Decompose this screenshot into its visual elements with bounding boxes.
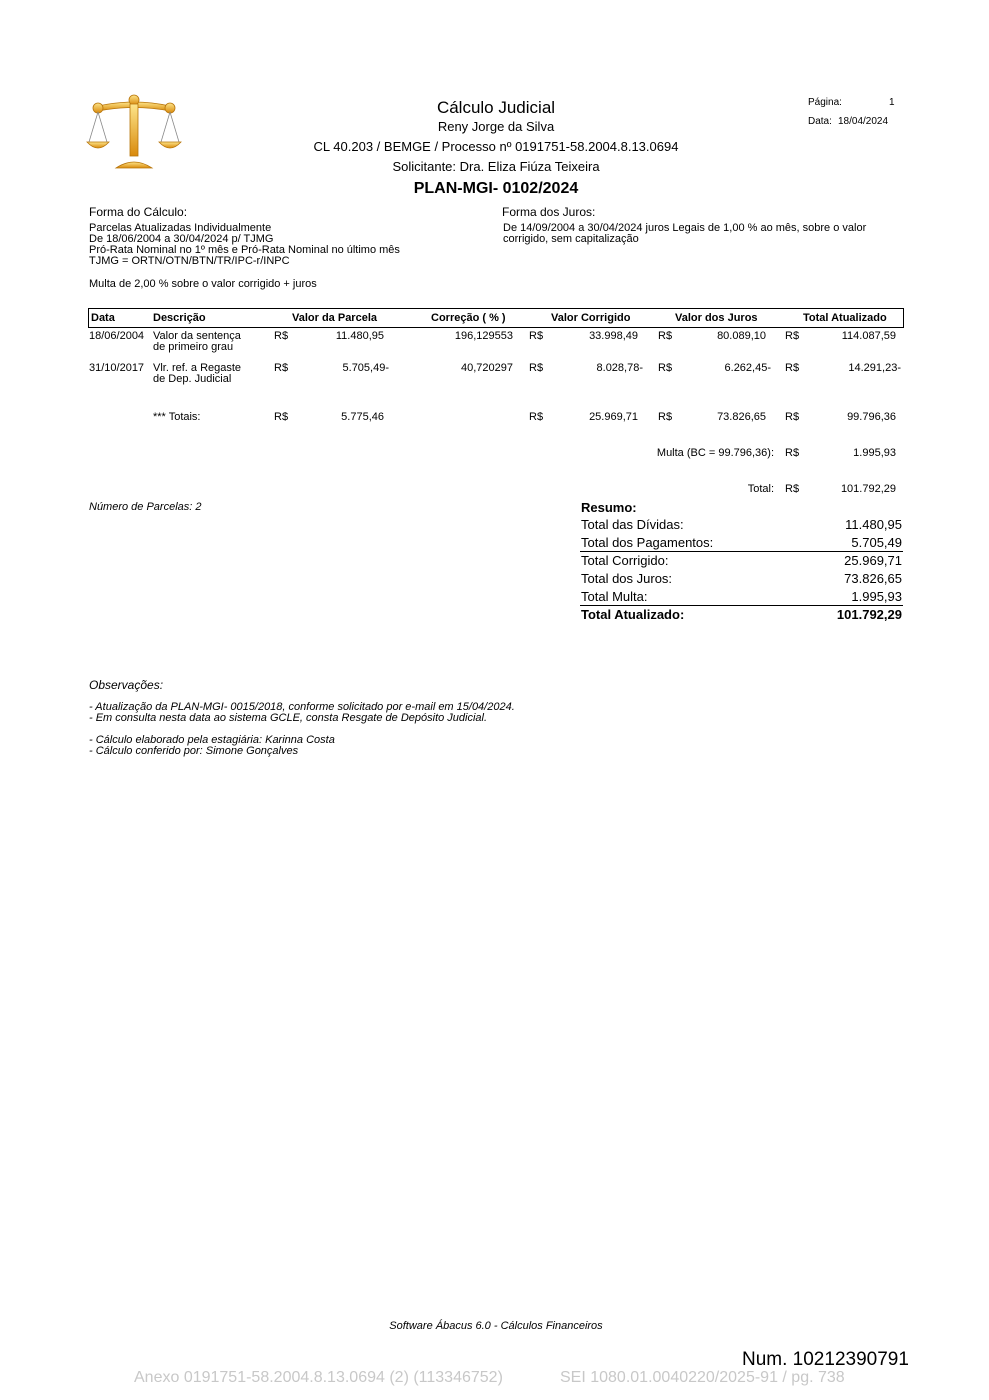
- summary-label: Total Atualizado:: [581, 607, 685, 622]
- row-total: 114.087,59: [841, 330, 896, 342]
- currency: R$: [658, 362, 673, 374]
- fine-label: Multa (BC = 99.796,36):: [656, 447, 774, 459]
- calc-form-line: Parcelas Atualizadas Individualmente: [89, 222, 272, 234]
- summary-label: Total Multa:: [581, 589, 648, 604]
- summary-label: Total dos Juros:: [581, 571, 673, 586]
- row-description: de Dep. Judicial: [153, 373, 232, 385]
- currency: R$: [529, 330, 544, 342]
- document-title: Cálculo Judicial: [436, 98, 556, 117]
- observations-heading: Observações:: [89, 678, 164, 692]
- row-interest: 6.262,45-: [724, 362, 771, 374]
- calc-form-line: De 18/06/2004 a 30/04/2024 p/ TJMG: [89, 233, 274, 245]
- process-number: CL 40.203 / BEMGE / Processo nº 0191751-58.2004.8.13.0694: [313, 139, 679, 154]
- col-corrected: Valor Corrigido: [551, 312, 631, 324]
- grand-total-value: 101.792,29: [840, 483, 896, 495]
- currency: R$: [785, 483, 800, 495]
- summary-value: 5.705,49: [851, 535, 902, 550]
- summary-value: 101.792,29: [836, 607, 902, 622]
- col-correction: Correção ( % ): [431, 312, 506, 324]
- currency: R$: [274, 362, 289, 374]
- person-name: Reny Jorge da Silva: [437, 119, 555, 134]
- row-correction: 40,720297: [461, 362, 513, 374]
- col-parcel: Valor da Parcela: [292, 312, 377, 324]
- currency: R$: [274, 411, 289, 423]
- currency: R$: [785, 447, 800, 459]
- requester: Solicitante: Dra. Eliza Fiúza Teixeira: [392, 159, 600, 174]
- row-date: 31/10/2017: [89, 362, 145, 374]
- table-header: [88, 308, 904, 328]
- interest-form-line: De 14/09/2004 a 30/04/2024 juros Legais de 1,00 % ao mês, sobre o valor: [503, 222, 867, 234]
- currency: R$: [274, 330, 289, 342]
- row-description: Vlr. ref. a Regaste: [153, 362, 242, 374]
- currency: R$: [529, 411, 544, 423]
- summary-divider: [580, 605, 903, 606]
- row-parcel: 5.705,49-: [342, 362, 389, 374]
- summary-divider: [580, 551, 903, 552]
- interest-form-line: corrigido, sem capitalização: [503, 233, 639, 245]
- currency: R$: [658, 411, 673, 423]
- totals-parcel: 5.775,46: [341, 411, 384, 423]
- currency: R$: [785, 362, 800, 374]
- summary-value: 11.480,95: [845, 517, 902, 532]
- sei-reference: SEI 1080.01.0040220/2025-91 / pg. 738: [560, 1369, 845, 1386]
- summary-label: Total das Dívidas:: [581, 517, 684, 532]
- software-credit: Software Ábacus 6.0 - Cálculos Financeiros: [389, 1320, 603, 1332]
- totals-total: 99.796,36: [847, 411, 896, 423]
- annex-reference: Anexo 0191751-58.2004.8.13.0694 (2) (113346752): [134, 1369, 503, 1386]
- fine-value: 1.995,93: [853, 447, 896, 459]
- currency: R$: [785, 411, 800, 423]
- summary-value: 25.969,71: [844, 553, 902, 568]
- summary-heading: Resumo:: [581, 500, 637, 515]
- document-number: Num. 10212390791: [742, 1349, 909, 1370]
- observation-line: - Cálculo conferido por: Simone Gonçalves: [89, 745, 299, 757]
- grand-total-label: Total:: [747, 483, 774, 495]
- row-corrected: 33.998,49: [589, 330, 638, 342]
- row-date: 18/06/2004: [89, 330, 145, 342]
- summary-value: 73.826,65: [844, 571, 902, 586]
- fine-description: Multa de 2,00 % sobre o valor corrigido + juros: [89, 278, 317, 290]
- observation-line: - Em consulta nesta data ao sistema GCLE, consta Resgate de Depósito Judicial.: [89, 712, 488, 724]
- totals-corrected: 25.969,71: [589, 411, 638, 423]
- totals-interest: 73.826,65: [717, 411, 766, 423]
- plan-number: PLAN-MGI- 0102/2024: [413, 180, 579, 197]
- row-description: de primeiro grau: [153, 341, 234, 353]
- currency: R$: [658, 330, 673, 342]
- col-date: Data: [91, 312, 115, 324]
- col-total: Total Atualizado: [803, 312, 887, 324]
- currency: R$: [785, 330, 800, 342]
- calc-form-line: TJMG = ORTN/OTN/BTN/TR/IPC-r/INPC: [89, 255, 290, 267]
- col-description: Descrição: [153, 312, 206, 324]
- observation-line: - Atualização da PLAN-MGI- 0015/2018, conforme solicitado por e-mail em 15/04/2024.: [89, 701, 515, 713]
- observation-line: - Cálculo elaborado pela estagiária: Karinna Costa: [89, 734, 335, 746]
- page-label: Página:: [808, 97, 842, 108]
- totals-label: *** Totais:: [153, 411, 201, 423]
- calc-form-line: Pró-Rata Nominal no 1º mês e Pró-Rata Nominal no último mês: [89, 244, 400, 256]
- scales-of-justice-icon: [86, 94, 182, 172]
- parcel-count: Número de Parcelas: 2: [89, 501, 202, 513]
- col-interest: Valor dos Juros: [675, 312, 758, 324]
- calc-form-heading: Forma do Cálculo:: [89, 205, 188, 219]
- date-value: 18/04/2024: [838, 116, 889, 127]
- summary-label: Total dos Pagamentos:: [581, 535, 714, 550]
- currency: R$: [529, 362, 544, 374]
- summary-value: 1.995,93: [851, 589, 902, 604]
- row-correction: 196,129553: [454, 330, 513, 342]
- page-value: 1: [889, 97, 895, 108]
- interest-form-heading: Forma dos Juros:: [502, 205, 596, 219]
- row-total: 14.291,23-: [848, 362, 901, 374]
- row-parcel: 11.480,95: [335, 330, 384, 342]
- summary-label: Total Corrigido:: [581, 553, 669, 568]
- row-corrected: 8.028,78-: [596, 362, 643, 374]
- row-interest: 80.089,10: [717, 330, 766, 342]
- date-label: Data:: [808, 116, 832, 127]
- row-description: Valor da sentença: [153, 330, 241, 342]
